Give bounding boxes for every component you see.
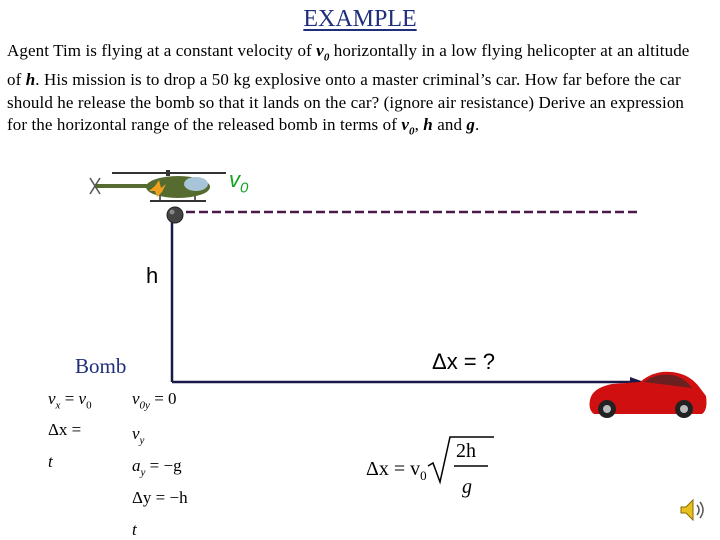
var-g: g xyxy=(466,115,475,135)
problem-text-3: . His mission is to drop a 50 kg explosive onto a master criminal’s car. How far before the car should he release the bomb so that it lands on the car? (ignore air resistance) Derive an expression for the horizontal range of the released bomb in terms of xyxy=(7,69,685,135)
problem-sep: , xyxy=(414,115,424,135)
speaker-icon xyxy=(681,500,703,520)
problem-text-5: . xyxy=(475,115,480,135)
eq-dx: Δx = xyxy=(48,420,82,439)
bomb-label: Bomb xyxy=(75,354,127,378)
eq-ay: $a_y = -g$ xyxy=(132,456,182,479)
helicopter-icon xyxy=(90,170,226,201)
bomb-icon xyxy=(167,207,183,223)
problem-text-4: and xyxy=(432,115,467,135)
var-h: h xyxy=(25,69,36,89)
problem-text-2: horizontally in a low flying helicopter at an altitude of xyxy=(7,41,690,89)
range-label: Δx = ? xyxy=(432,349,496,374)
result-denominator: g xyxy=(462,476,472,498)
eq-vy: $v_y$ xyxy=(132,424,145,447)
eq-vx: $v_x = v_0$ xyxy=(48,389,92,412)
var-v0: $v_0$ xyxy=(316,41,330,64)
problem-text-1: Agent Tim is flying at a constant velocity of xyxy=(7,41,317,60)
var-v0-2: $v_0$ xyxy=(401,115,415,138)
page-title: EXAMPLE xyxy=(303,6,417,32)
altitude-label: h xyxy=(146,263,159,288)
eq-v0y: $v_{0y} = 0$ xyxy=(132,389,177,412)
velocity-label: $v_0$ xyxy=(229,167,249,197)
eq-dy: Δy = −h xyxy=(132,488,188,507)
eq-t-right: t xyxy=(132,520,137,539)
result-numerator: 2h xyxy=(456,440,476,462)
eq-t-left: t xyxy=(48,452,53,471)
result-lhs: $\Delta x = v_0$ xyxy=(366,458,427,483)
car-icon xyxy=(590,372,707,418)
var-h-2: h xyxy=(423,115,433,135)
